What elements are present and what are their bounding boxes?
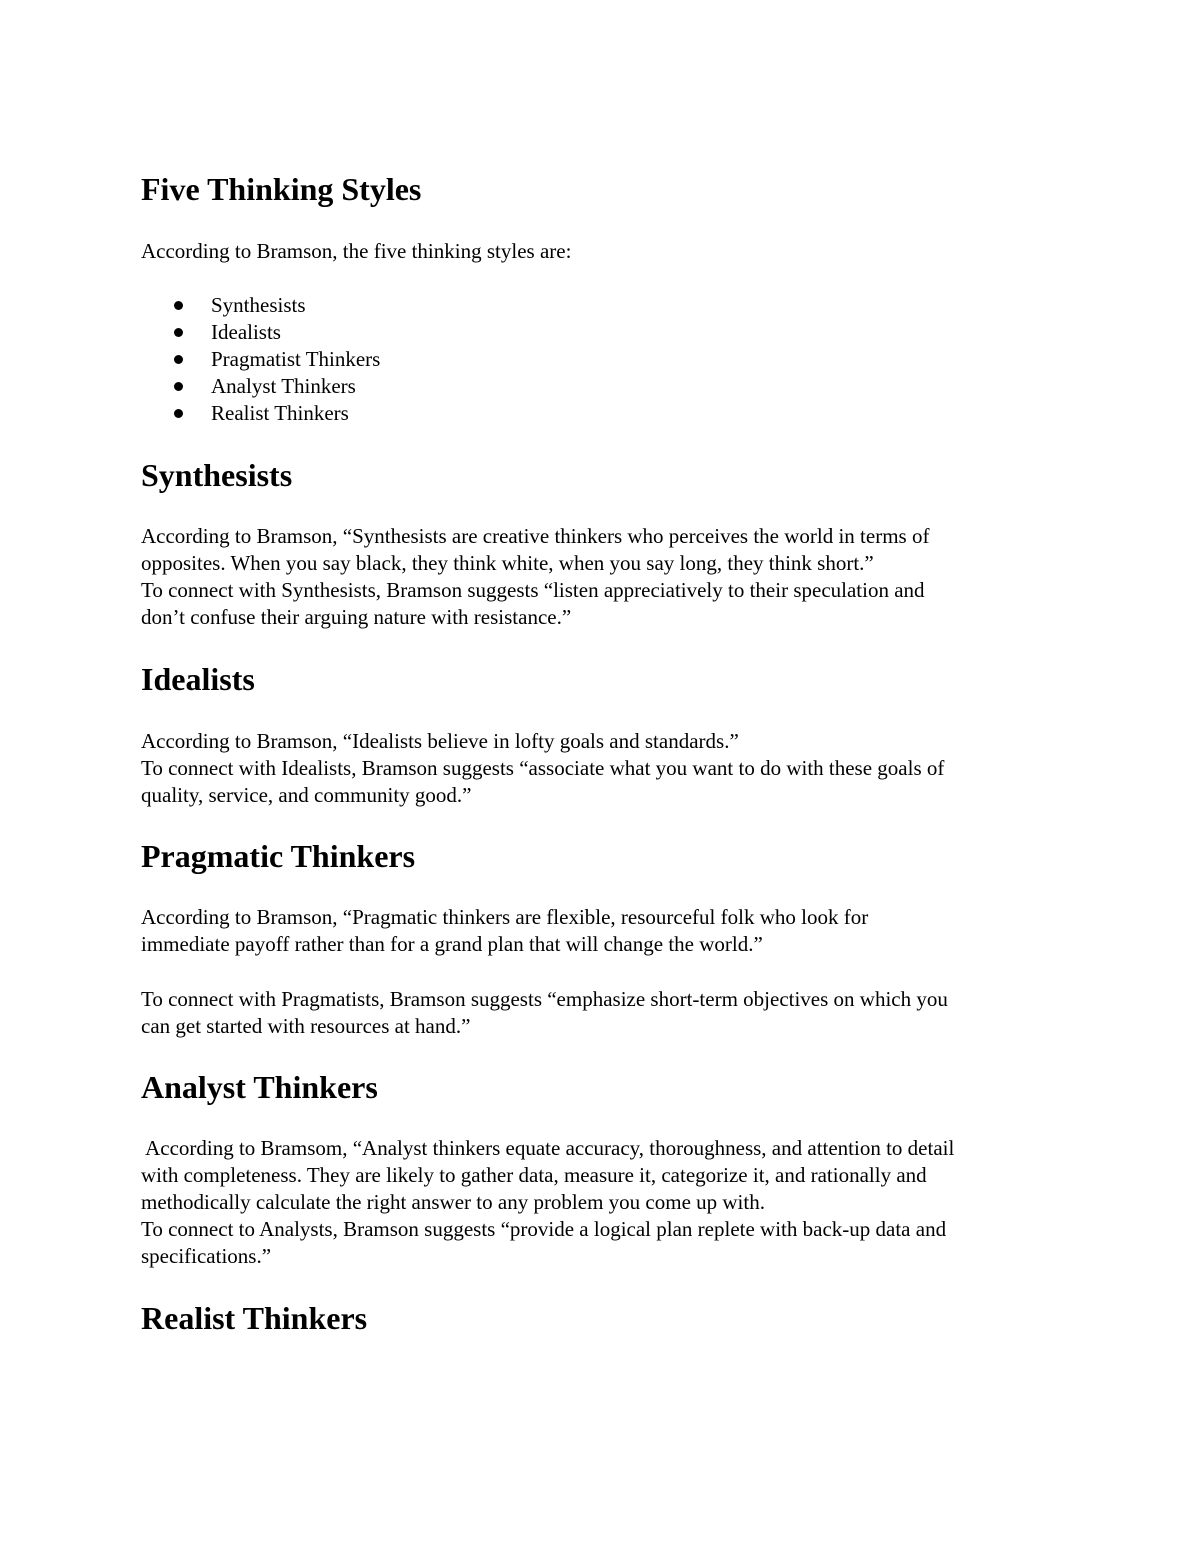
pragmatic-body-1: [141, 904, 1061, 958]
synthesists-section: [141, 456, 1061, 494]
pragmatic-section: [141, 837, 1061, 875]
text-line: To connect with Synthesists, Bramson suggests “listen appreciatively to their speculation and: [141, 578, 925, 602]
text-line: According to Bramson, “Idealists believe in lofty goals and standards.”: [141, 729, 739, 753]
text-line: To connect to Analysts, Bramson suggests “provide a logical plan replete with back-up data and: [141, 1217, 947, 1241]
intro-lead: According to Bramson, the five thinking styles are:: [141, 239, 572, 263]
bullet-icon: [174, 409, 183, 418]
text-line: immediate payoff rather than for a grand plan that will change the world.”: [141, 932, 763, 956]
text-line: methodically calculate the right answer to any problem you come up with.: [141, 1190, 765, 1214]
text-line: specifications.”: [141, 1244, 272, 1268]
list-item: Analyst Thinkers: [141, 373, 1061, 400]
list-item: Realist Thinkers: [141, 400, 1061, 427]
realist-heading: Realist Thinkers: [141, 1300, 368, 1336]
pragmatic-body-2: [141, 986, 1061, 1040]
bullet-icon: [174, 328, 183, 337]
intro-section: [141, 170, 1061, 208]
bullet-icon: [174, 382, 183, 391]
text-line: with completeness. They are likely to gather data, measure it, categorize it, and rationally and: [141, 1163, 927, 1187]
text-line: To connect with Idealists, Bramson suggests “associate what you want to do with these goals of: [141, 756, 945, 780]
list-item: Idealists: [141, 319, 1061, 346]
text-line: According to Bramson, “Pragmatic thinkers are flexible, resourceful folk who look for: [141, 905, 869, 929]
idealists-body: [141, 728, 1061, 809]
text-line: don’t confuse their arguing nature with resistance.”: [141, 605, 572, 629]
realist-section: [141, 1299, 1061, 1337]
list-item: Synthesists: [141, 292, 1061, 319]
idealists-heading: Idealists: [141, 661, 255, 697]
styles-list: [141, 292, 1061, 427]
text-line: quality, service, and community good.”: [141, 783, 472, 807]
bullet-icon: [174, 301, 183, 310]
text-line: According to Bramsom, “Analyst thinkers equate accuracy, thoroughness, and attention to detail: [141, 1136, 955, 1160]
intro-lead-block: [141, 238, 1061, 265]
synthesists-heading: Synthesists: [141, 457, 293, 493]
bullet-icon: [174, 355, 183, 364]
synthesists-body: [141, 523, 1061, 631]
text-line: According to Bramson, “Synthesists are creative thinkers who perceives the world in terms of: [141, 524, 930, 548]
analyst-body: [141, 1135, 1061, 1270]
idealists-section: [141, 660, 1061, 698]
styles-list-block: [141, 292, 1061, 427]
text-line: can get started with resources at hand.”: [141, 1014, 471, 1038]
analyst-heading: Analyst Thinkers: [141, 1069, 378, 1105]
text-line: opposites. When you say black, they think white, when you say long, they think short.”: [141, 551, 874, 575]
page-title: Five Thinking Styles: [141, 171, 422, 207]
analyst-section: [141, 1068, 1061, 1106]
text-line: To connect with Pragmatists, Bramson suggests “emphasize short-term objectives on which you: [141, 987, 948, 1011]
pragmatic-heading: Pragmatic Thinkers: [141, 838, 416, 874]
list-item: Pragmatist Thinkers: [141, 346, 1061, 373]
